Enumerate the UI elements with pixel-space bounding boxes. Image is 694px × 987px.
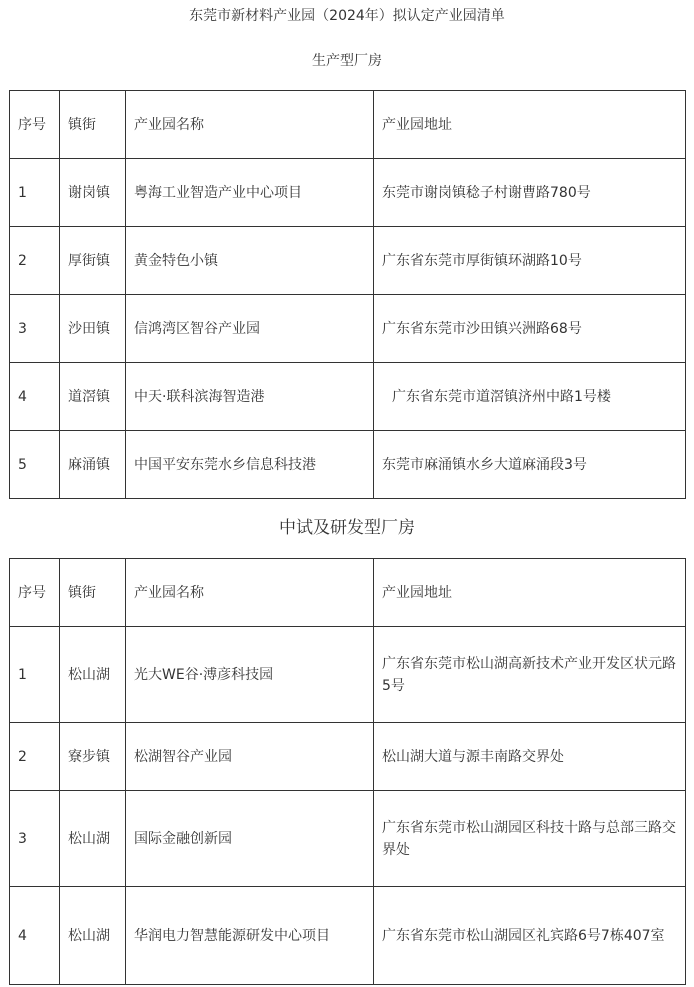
- table-row: [10, 431, 686, 499]
- cell-park-address: 东莞市麻涌镇水乡大道麻涌段3号: [374, 431, 686, 499]
- header-town: 镇街: [60, 559, 126, 627]
- cell-index: 1: [10, 159, 60, 227]
- header-park-name: 产业园名称: [126, 559, 374, 627]
- cell-town: 松山湖: [60, 627, 126, 723]
- cell-index: 3: [10, 791, 60, 887]
- header-town: 镇街: [60, 91, 126, 159]
- section-heading-rnd: 中试及研发型厂房: [279, 518, 415, 538]
- header-park-name: 产业园名称: [126, 91, 374, 159]
- header-park-address: 产业园地址: [374, 91, 686, 159]
- cell-park-name: 中国平安东莞水乡信息科技港: [126, 431, 374, 499]
- cell-park-address: 广东省东莞市厚街镇环湖路10号: [374, 227, 686, 295]
- table-row: [10, 791, 686, 887]
- cell-index: 2: [10, 227, 60, 295]
- cell-park-name: 黄金特色小镇: [126, 227, 374, 295]
- header-index: 序号: [10, 91, 60, 159]
- cell-town: 沙田镇: [60, 295, 126, 363]
- cell-park-name: 光大WE谷·溥彦科技园: [126, 627, 374, 723]
- cell-town: 厚街镇: [60, 227, 126, 295]
- table-row: [10, 887, 686, 985]
- cell-park-address: 广东省东莞市松山湖高新技术产业开发区状元路5号: [374, 627, 686, 723]
- cell-park-address: 广东省东莞市松山湖园区科技十路与总部三路交界处: [374, 791, 686, 887]
- table-row: [10, 159, 686, 227]
- cell-town: 道滘镇: [60, 363, 126, 431]
- cell-park-name: 中天·联科滨海智造港: [126, 363, 374, 431]
- header-index: 序号: [10, 559, 60, 627]
- cell-park-name: 信鸿湾区智谷产业园: [126, 295, 374, 363]
- cell-town: 麻涌镇: [60, 431, 126, 499]
- cell-park-address: 东莞市谢岗镇稔子村谢曹路780号: [374, 159, 686, 227]
- cell-park-address: 广东省东莞市道滘镇济州中路1号楼: [374, 363, 686, 431]
- cell-park-name: 松湖智谷产业园: [126, 723, 374, 791]
- table-header-row: [10, 91, 686, 159]
- table-header-row: [10, 559, 686, 627]
- cell-index: 4: [10, 887, 60, 985]
- cell-park-name: 国际金融创新园: [126, 791, 374, 887]
- table-row: [10, 363, 686, 431]
- rnd-table: [9, 558, 686, 985]
- table-row: [10, 627, 686, 723]
- cell-park-name: 粤海工业智造产业中心项目: [126, 159, 374, 227]
- cell-index: 5: [10, 431, 60, 499]
- table-row: [10, 295, 686, 363]
- cell-park-address: 广东省东莞市松山湖园区礼宾路6号7栋407室: [374, 887, 686, 985]
- cell-town: 松山湖: [60, 887, 126, 985]
- cell-index: 3: [10, 295, 60, 363]
- cell-town: 谢岗镇: [60, 159, 126, 227]
- header-park-address: 产业园地址: [374, 559, 686, 627]
- cell-index: 4: [10, 363, 60, 431]
- production-table: [9, 90, 686, 499]
- cell-town: 寮步镇: [60, 723, 126, 791]
- cell-index: 1: [10, 627, 60, 723]
- cell-park-address: 松山湖大道与源丰南路交界处: [374, 723, 686, 791]
- document-title: 东莞市新材料产业园（2024年）拟认定产业园清单: [189, 8, 505, 24]
- table-row: [10, 227, 686, 295]
- cell-town: 松山湖: [60, 791, 126, 887]
- cell-index: 2: [10, 723, 60, 791]
- cell-park-address: 广东省东莞市沙田镇兴洲路68号: [374, 295, 686, 363]
- cell-park-name: 华润电力智慧能源研发中心项目: [126, 887, 374, 985]
- section-heading-production: 生产型厂房: [312, 53, 382, 69]
- table-row: [10, 723, 686, 791]
